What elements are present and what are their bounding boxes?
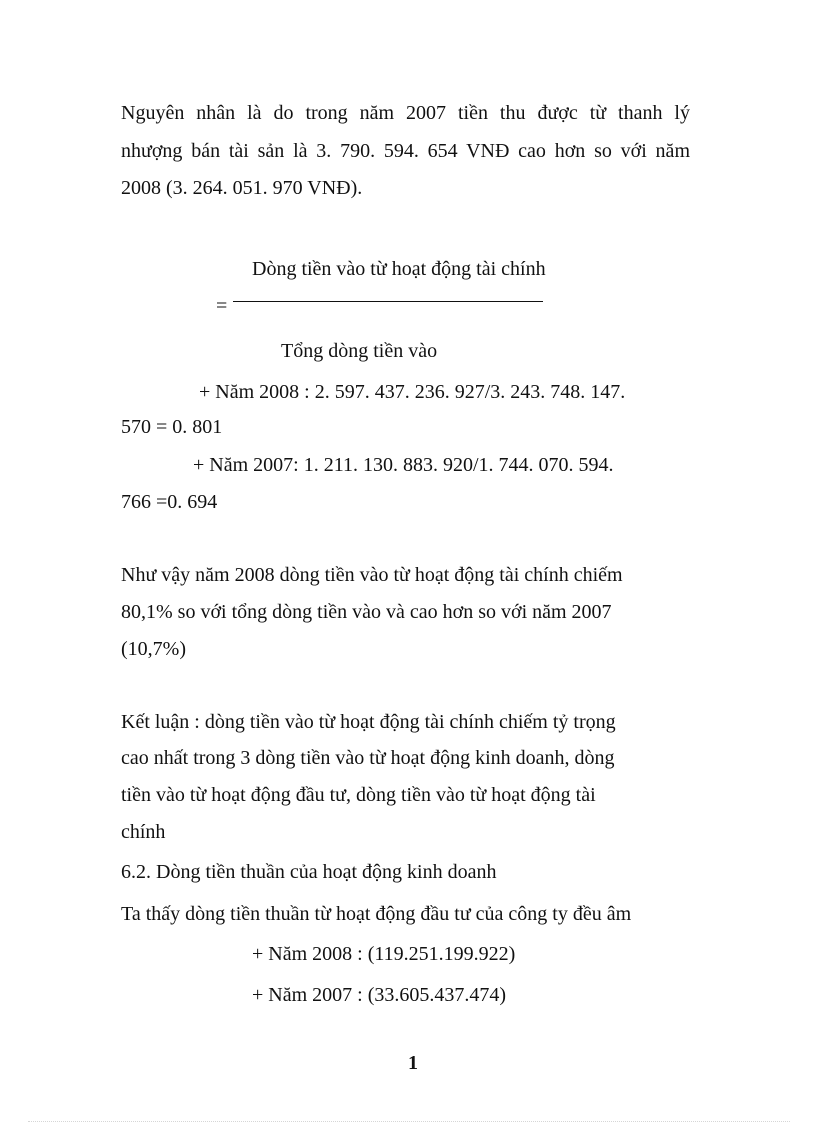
paragraph-line: (10,7%) [121, 638, 186, 660]
formula-numerator: Dòng tiền vào từ hoạt động tài chính [252, 258, 546, 280]
paragraph-line: nhượng bán tài sản là 3. 790. 594. 654 VNĐ cao hơn so với năm [121, 140, 690, 162]
list-item: + Năm 2007 : (33.605.437.474) [252, 984, 507, 1006]
calculation-line: 766 =0. 694 [121, 491, 218, 513]
calculation-line: 570 = 0. 801 [121, 416, 223, 438]
conclusion-line: Kết luận : dòng tiền vào từ hoạt động tài chính chiếm tỷ trọng [121, 711, 616, 733]
page-number: 1 [408, 1052, 418, 1074]
conclusion-line: tiền vào từ hoạt động đầu tư, dòng tiền vào từ hoạt động tài [121, 784, 596, 806]
formula-denominator: Tổng dòng tiền vào [281, 340, 438, 362]
paragraph-line: Như vậy năm 2008 dòng tiền vào từ hoạt động tài chính chiếm [121, 564, 623, 586]
section-heading: 6.2. Dòng tiền thuần của hoạt động kinh doanh [121, 861, 497, 883]
fraction-bar [233, 301, 543, 302]
conclusion-line: chính [121, 821, 166, 843]
page-bottom-divider [28, 1121, 790, 1122]
paragraph-line: 80,1% so với tổng dòng tiền vào và cao hơn so với năm 2007 [121, 601, 612, 623]
formula-equals-sign: = [216, 295, 228, 317]
paragraph-line: Nguyên nhân là do trong năm 2007 tiền thu được từ thanh lý [121, 102, 690, 124]
list-item: + Năm 2008 : (119.251.199.922) [252, 943, 516, 965]
section-intro: Ta thấy dòng tiền thuần từ hoạt động đầu tư của công ty đều âm [121, 903, 632, 925]
conclusion-line: cao nhất trong 3 dòng tiền vào từ hoạt động kinh doanh, dòng [121, 747, 615, 769]
calculation-line: + Năm 2008 : 2. 597. 437. 236. 927/3. 243. 748. 147. [199, 381, 626, 403]
paragraph-line: 2008 (3. 264. 051. 970 VNĐ). [121, 177, 363, 199]
calculation-line: + Năm 2007: 1. 211. 130. 883. 920/1. 744. 070. 594. [193, 454, 614, 476]
